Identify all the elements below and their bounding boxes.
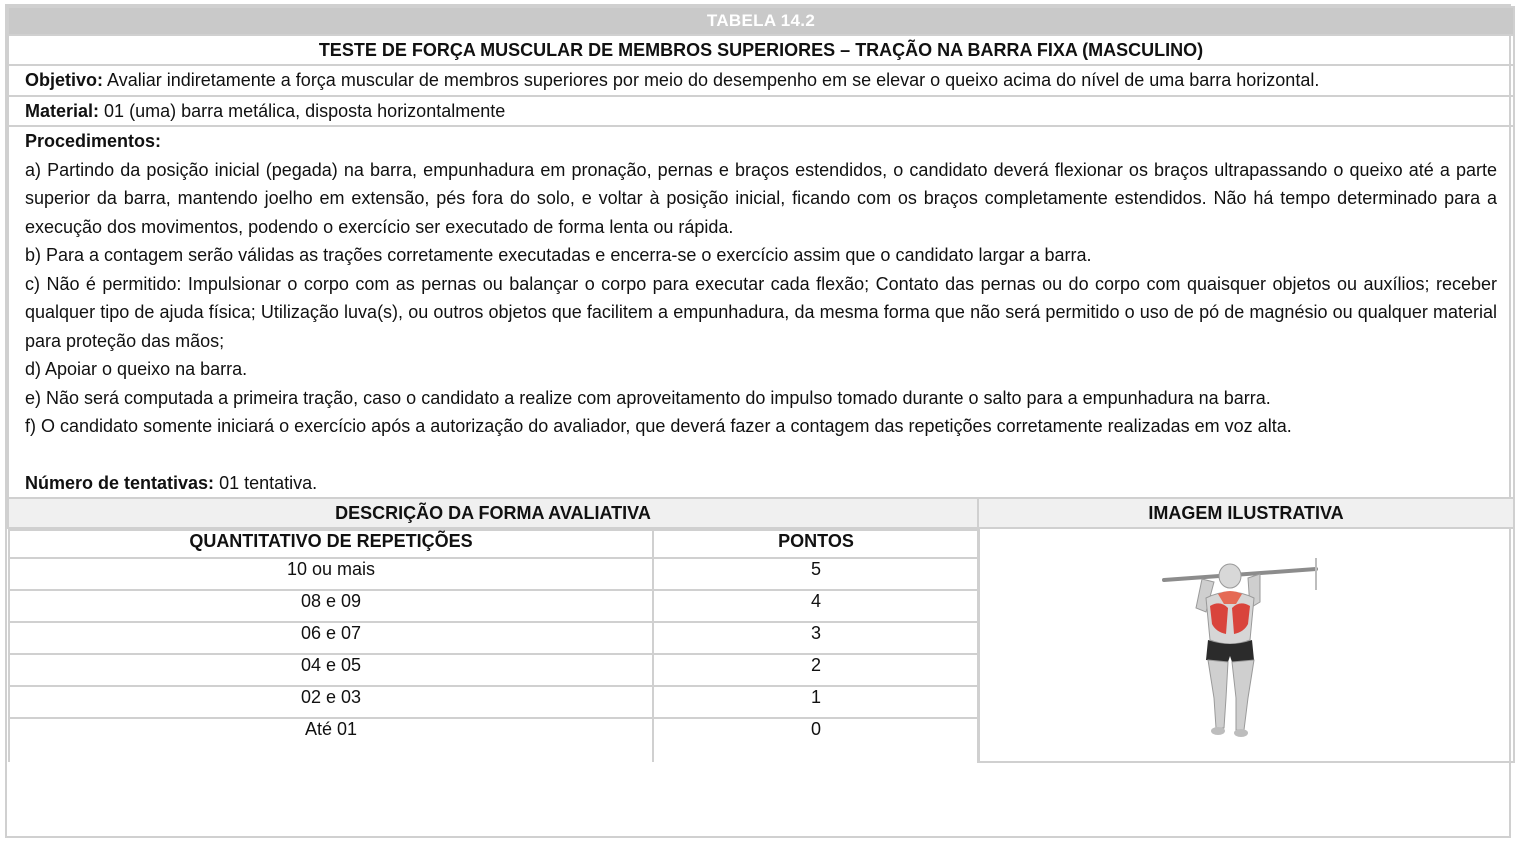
objective-label: Objetivo: — [25, 70, 104, 90]
material-label: Material: — [25, 100, 100, 121]
table-row — [9, 622, 979, 654]
points-cell: 4 — [653, 590, 979, 622]
procedure-item-a: a) Partindo da posição inicial (pegada) na barra, empunhadura em pronação, pernas e braços estendidos, o candidato deverá flexionar os braços ultrapassando o queixo até a parte superior da barra, mantendo joelho em extensão, pés fora do solo, e voltar à posição inicial, ficando com os braços completamente estendidos. Não há tempo determinado para a execução dos movimentos, podendo o exercício ser executado de forma lenta ou rápida. — [25, 159, 1497, 237]
col-header-points: PONTOS — [653, 530, 979, 558]
procedures-row — [8, 126, 1514, 498]
material-text: 01 (uma) barra metálica, disposta horizontalmente — [104, 100, 506, 121]
procedures-label: Procedimentos: — [25, 131, 162, 151]
illustration-cell — [978, 528, 1514, 762]
document — [5, 4, 1511, 838]
reps-cell: 02 e 03 — [9, 686, 653, 718]
score-table-cell — [8, 528, 978, 762]
score-table — [8, 529, 980, 762]
table-title: TESTE DE FORÇA MUSCULAR DE MEMBROS SUPERIORES – TRAÇÃO NA BARRA FIXA (MASCULINO) — [8, 35, 1514, 65]
points-cell: 0 — [653, 718, 979, 762]
procedure-item-b: b) Para a contagem serão válidas as trações corretamente executadas e encerra-se o exercício assim que o candidato largar a barra. — [25, 245, 1092, 265]
table-row — [9, 590, 979, 622]
reps-cell: 08 e 09 — [9, 590, 653, 622]
table-row — [9, 686, 979, 718]
table-row — [9, 654, 979, 686]
points-cell: 2 — [653, 654, 979, 686]
test-table — [7, 6, 1515, 763]
image-header: IMAGEM ILUSTRATIVA — [978, 498, 1514, 528]
objective-text: Avaliar indiretamente a força muscular de membros superiores por meio do desempenho em se elevar o queixo acima do nível de uma barra horizontal. — [107, 70, 1320, 90]
table-label: TABELA 14.2 — [8, 7, 1514, 35]
points-cell: 3 — [653, 622, 979, 654]
reps-cell: 06 e 07 — [9, 622, 653, 654]
reps-cell: Até 01 — [9, 718, 653, 762]
procedure-item-c: c) Não é permitido: Impulsionar o corpo com as pernas ou balançar o corpo para executar cada flexão; Contato das pernas ou do corpo com quaisquer objetos ou auxílios; receber qualquer tipo de ajuda física; Utilização luva(s), ou outros objetos que facilitem a empunhadura, da mesma forma que não será permitido o uso de pó de magnésio ou qualquer material para proteção das mãos; — [25, 273, 1497, 351]
objective-row — [8, 65, 1514, 96]
reps-cell: 10 ou mais — [9, 558, 653, 590]
reps-cell: 04 e 05 — [9, 654, 653, 686]
points-cell: 5 — [653, 558, 979, 590]
table-row — [9, 718, 979, 762]
procedure-item-f: f) O candidato somente iniciará o exercício após a autorização do avaliador, que deverá fazer a contagem das repetições corretamente realizadas em voz alta. — [25, 416, 1292, 436]
material-row — [8, 96, 1514, 127]
attempts-label: Número de tentativas: — [25, 472, 215, 493]
procedure-item-d: d) Apoiar o queixo na barra. — [25, 359, 248, 379]
pull-up-figure-illustration — [1156, 548, 1336, 738]
points-cell: 1 — [653, 686, 979, 718]
attempts-text: 01 tentativa. — [219, 472, 318, 493]
col-header-reps: QUANTITATIVO DE REPETIÇÕES — [9, 530, 653, 558]
table-row — [9, 558, 979, 590]
evaluation-header: DESCRIÇÃO DA FORMA AVALIATIVA — [8, 498, 978, 528]
procedure-item-e: e) Não será computada a primeira tração, caso o candidato a realize com aproveitamento do impulso tomado durante o salto para a empunhadura na barra. — [25, 387, 1271, 408]
